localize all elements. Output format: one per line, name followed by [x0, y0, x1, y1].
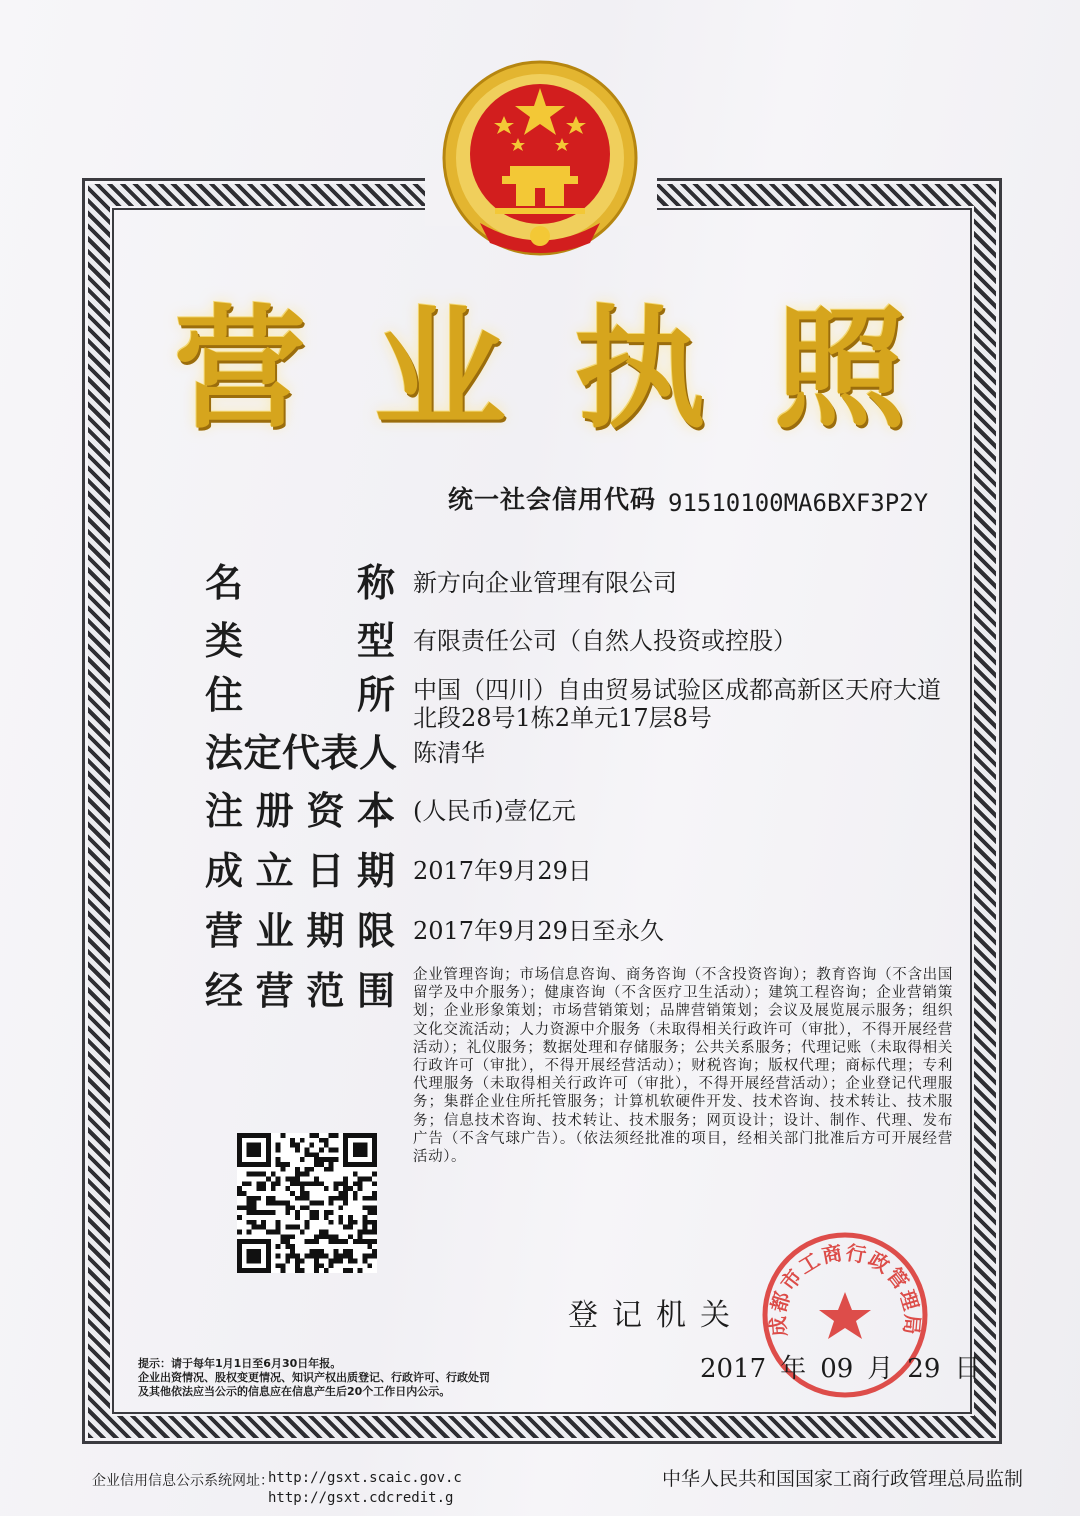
note-line: 企业出资情况、股权变更情况、知识产权出质登记、行政许可、行政处罚: [138, 1371, 490, 1384]
national-emblem-icon: [440, 58, 640, 268]
title-char-1: 营: [174, 293, 306, 447]
label-char: 期: [356, 849, 395, 893]
field-scope-value: 企业管理咨询；市场信息咨询、商务咨询（不含投资咨询）；教育咨询（不含出国留学及中介服务）；健康咨询（不含医疗卫生活动）；建筑工程咨询；企业营销策划；企业形象策划；市场营销策划；品牌营销策划；会议及展览展示服务；组织文化交流活动；人力资源中介服务（未取得相关行政许可（审批），不得开展经营活动）；礼仪服务；数据处理和存储服务；公共关系服务；代理记账（未取得相关行政许可（审批），不得开展经营活动）；财税咨询；版权代理；商标代理；专利代理服务（未取得相关行政许可（审批），不得开展经营活动）；企业登记代理服务；集群企业住所托管服务；计算机软硬件开发、技术咨询、技术转让、技术服务；信息技术咨询、技术转让、技术服务；网页设计；设计、制作、代理、发布广告（不含气球广告）。（依法须经批准的项目，经相关部门批准后方可开展经营活动）。: [413, 967, 953, 1166]
label-char: 营: [205, 909, 244, 953]
label-char: 围: [356, 969, 395, 1013]
label-char: 范: [306, 969, 345, 1013]
label-char: 日: [306, 849, 345, 893]
label-char: 期: [306, 909, 345, 953]
license-title: [0, 290, 1080, 450]
issue-day-unit: 日: [954, 1354, 981, 1384]
label-char: 注: [205, 789, 244, 833]
issue-year-unit: 年: [780, 1354, 807, 1384]
label-char: 名: [205, 561, 244, 605]
title-char-4: 照: [774, 293, 906, 447]
field-type-label: [205, 618, 395, 664]
label-char: 法: [205, 731, 244, 775]
label-char: 代: [281, 731, 320, 775]
footer-url-2[interactable]: http://gsxt.cdcredit.g: [268, 1490, 454, 1506]
credit-code-value: 91510100MA6BXF3P2Y: [668, 489, 929, 517]
label-char: 人: [358, 731, 397, 775]
label-char: 册: [255, 789, 294, 833]
label-char: 型: [356, 619, 395, 663]
field-name-value: 新方向企业管理有限公司: [413, 569, 677, 597]
label-char: 本: [356, 789, 395, 833]
issue-day: 29: [907, 1354, 941, 1384]
field-name-label: [205, 560, 395, 606]
title-char-2: 业: [374, 293, 506, 447]
field-term-value: 2017年9月29日至永久: [413, 917, 664, 945]
label-char: 限: [356, 909, 395, 953]
label-char: 类: [205, 619, 244, 663]
annual-report-note: [138, 1357, 538, 1399]
qr-code-icon: [237, 1133, 377, 1273]
credit-code: [448, 480, 929, 517]
footer-supervisor: 中华人民共和国国家工商行政管理总局监制: [662, 1468, 1024, 1490]
field-scope-label: [205, 968, 395, 1014]
field-founded-value: 2017年9月29日: [413, 857, 592, 885]
label-char: 表: [320, 731, 359, 775]
field-capital-value: (人民币)壹亿元: [413, 797, 576, 825]
label-char: 经: [205, 969, 244, 1013]
label-char: 定: [243, 731, 282, 775]
field-founded-label: [205, 848, 395, 894]
registration-authority: 登记机关: [568, 1298, 744, 1333]
label-char: 所: [356, 673, 395, 717]
field-legal-rep-label: [205, 730, 397, 776]
issue-year: 2017: [700, 1354, 767, 1384]
label-char: 成: [205, 849, 244, 893]
footer-site-label: 企业信用信息公示系统网址：: [92, 1473, 274, 1489]
svg-text:成都市工商行政管理局: 成都市工商行政管理局: [765, 1240, 925, 1338]
field-type-value: 有限责任公司（自然人投资或控股）: [413, 627, 797, 655]
label-char: 立: [255, 849, 294, 893]
label-char: 营: [255, 969, 294, 1013]
field-address-value: 中国（四川）自由贸易试验区成都高新区天府大道北段28号1栋2单元17层8号: [413, 676, 941, 732]
credit-code-label: 统一社会信用代码: [448, 485, 657, 514]
issue-date: [700, 1348, 994, 1385]
field-capital-label: [205, 788, 395, 834]
note-line: 及其他依法应当公示的信息应在信息产生后20个工作日内公示。: [138, 1385, 451, 1398]
issue-month-unit: 月: [867, 1354, 894, 1384]
label-char: 住: [205, 673, 244, 717]
label-char: 业: [255, 909, 294, 953]
label-char: 资: [306, 789, 345, 833]
note-line: 提示：请于每年1月1日至6月30日年报。: [138, 1357, 342, 1370]
title-char-3: 执: [574, 293, 706, 447]
field-address-label: [205, 672, 395, 718]
issue-month: 09: [820, 1354, 854, 1384]
footer-url-1[interactable]: http://gsxt.scaic.gov.c: [268, 1470, 462, 1486]
field-legal-rep-value: 陈清华: [413, 739, 485, 767]
field-term-label: [205, 908, 395, 954]
label-char: 称: [356, 561, 395, 605]
